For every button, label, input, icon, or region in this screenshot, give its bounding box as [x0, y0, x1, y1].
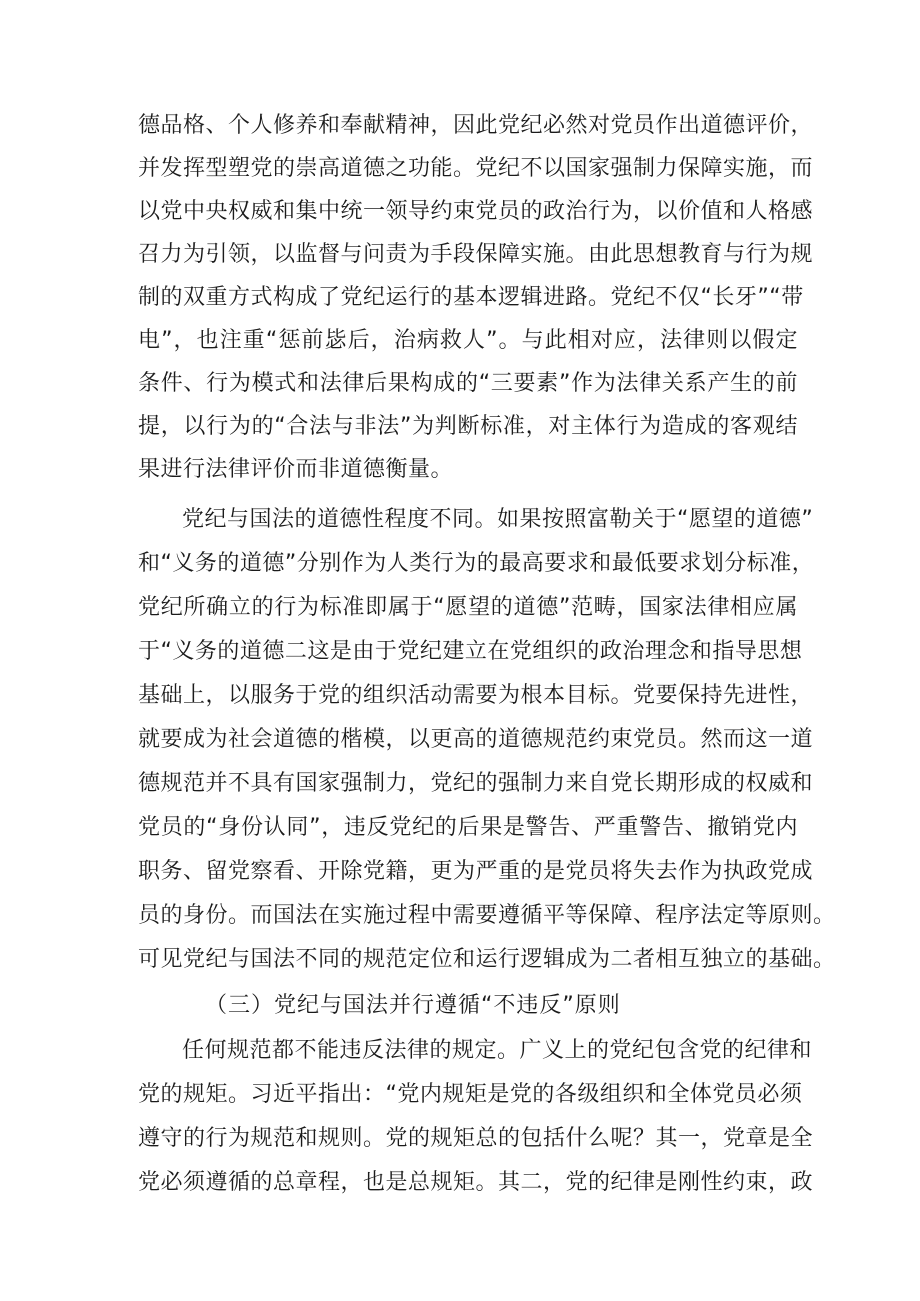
- paragraph-2-line-2: 和“义务的道德”分别作为人类行为的最高要求和最低要求划分标准，: [138, 551, 815, 576]
- paragraph-3-line-2: 党的规矩。习近平指出：“党内规矩是党的各级组织和全体党员必须: [138, 1082, 803, 1107]
- paragraph-2-line-10: 员的身份。而国法在实施过程中需要遵循平等保障、程序法定等原则。: [138, 903, 836, 928]
- paragraph-1-line-6: 电”，也注重“惩前毖后，治病救人”。与此相对应，法律则以假定: [138, 328, 798, 353]
- paragraph-1-line-9: 果进行法律评价而非道德衡量。: [138, 457, 454, 482]
- paragraph-1-line-1: 德品格、个人修养和奉献精神，因此党纪必然对党员作出道德评价，: [138, 113, 814, 138]
- paragraph-2-line-1: 党纪与国法的道德性程度不同。如果按照富勒关于“愿望的道德”: [182, 507, 814, 532]
- paragraph-1-line-5: 制的双重方式构成了党纪运行的基本逻辑进路。党纪不仅“长牙”“带: [138, 285, 804, 310]
- paragraph-1-line-7: 条件、行为模式和法律后果构成的“三要素”作为法律关系产生的前: [138, 371, 798, 396]
- paragraph-2-line-9: 职务、留党察看、开除党籍，更为严重的是党员将失去作为执政党成: [138, 859, 814, 884]
- paragraph-2-line-7: 德规范并不具有国家强制力，党纪的强制力来自党长期形成的权威和: [138, 771, 814, 796]
- paragraph-1-line-3: 以党中央权威和集中统一领导约束党员的政治行为，以价值和人格感: [138, 199, 814, 224]
- paragraph-2-line-5: 基础上，以服务于党的组织活动需要为根本目标。党要保持先进性，: [138, 683, 814, 708]
- paragraph-2-line-8: 党员的“身份认同”，违反党纪的后果是警告、严重警告、撤销党内: [138, 815, 798, 840]
- paragraph-2-line-4: 于“义务的道德二这是由于党纪建立在党组织的政治理念和指导思想: [138, 639, 803, 664]
- paragraph-1-line-2: 并发挥型塑党的崇高道德之功能。党纪不以国家强制力保障实施，而: [138, 156, 814, 181]
- paragraph-2-line-11: 可见党纪与国法不同的规范定位和运行逻辑成为二者相互独立的基础。: [138, 947, 836, 972]
- paragraph-3-line-3: 遵守的行为规范和规则。党的规矩总的包括什么呢？其一，党章是全: [138, 1126, 814, 1151]
- paragraph-3-line-4: 党必须遵循的总章程，也是总规矩。其二，党的纪律是刚性约束，政: [138, 1170, 814, 1195]
- paragraph-1-line-8: 提，以行为的“合法与非法”为判断标准，对主体行为造成的客观结: [138, 414, 798, 439]
- paragraph-2-line-3: 党纪所确立的行为标准即属于“愿望的道德”范畴，国家法律相应属: [138, 595, 798, 620]
- paragraph-3-line-1: 任何规范都不能违反法律的规定。广义上的党纪包含党的纪律和: [182, 1038, 813, 1063]
- paragraph-2-line-6: 就要成为社会道德的楷模，以更高的道德规范约束党员。然而这一道: [138, 727, 814, 752]
- paragraph-1-line-4: 召力为引领，以监督与问责为手段保障实施。由此思想教育与行为规: [138, 242, 814, 267]
- section-heading: （三）党纪与国法并行遵循“不违反”原则: [205, 993, 621, 1018]
